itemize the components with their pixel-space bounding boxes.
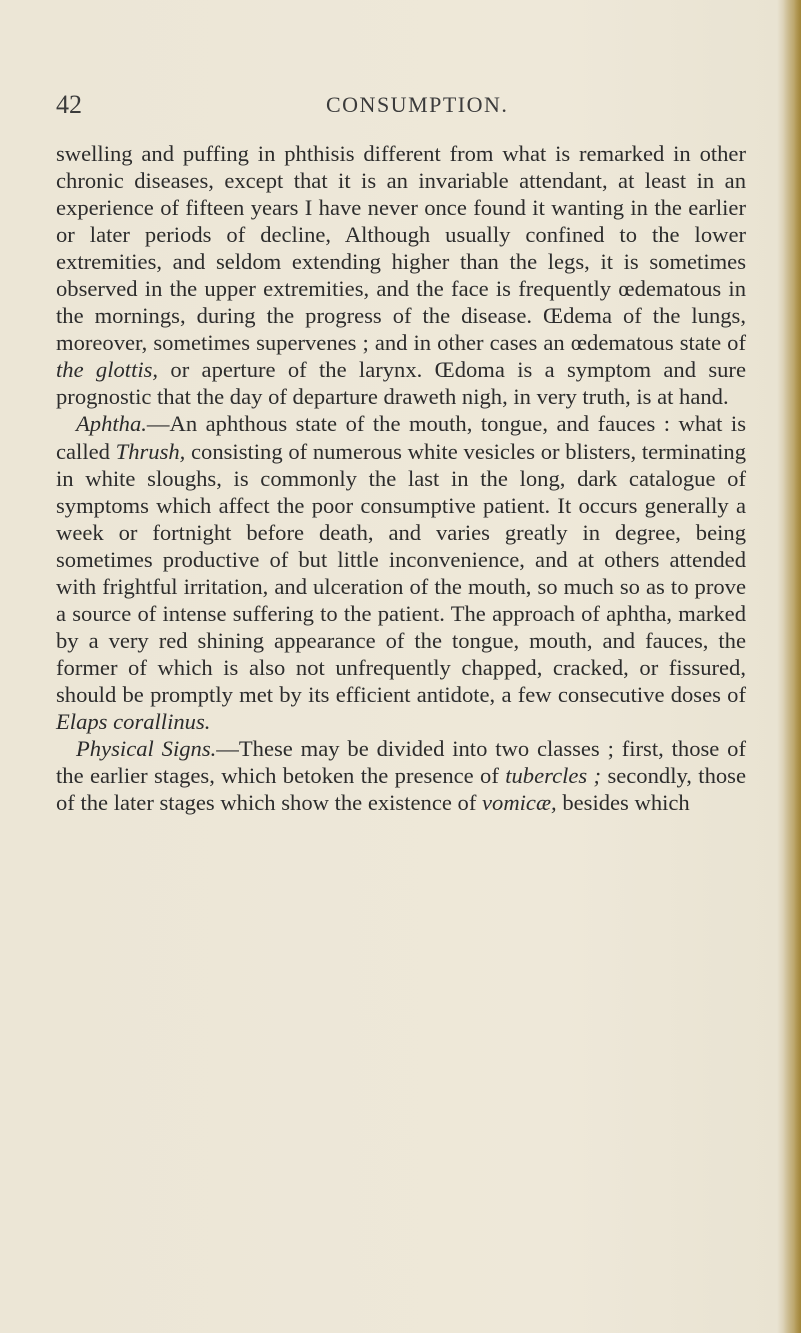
italic-term: tubercles ; [505,763,602,789]
running-title: CONSUMPTION. [326,92,509,117]
italic-term: Thrush, [115,438,186,464]
section-lead: Physical Signs. [76,736,217,762]
paragraph-text: consisting of numerous white vesicles or blisters, terminating in white sloughs, is commonly the last in the long, dark catalogue of symptoms which affect the poor consumptive patient. It occurs generally a week or fortnight before death, and varies greatly in degree, being sometimes productive of but little inconvenience, and at others attended with frightful irritation, and ulceration of the mouth, so much so as to prove a source of intense suffering to the patient. The approach of aphtha, marked by a very red shining appearance of the tongue, mouth, and fauces, the former of which is also not unfrequently chapped, cracked, or fissured, should be promptly met by its efficient antidote, a few consecutive doses of [56,438,746,707]
paragraph-text: swelling and puffing in phthisis different from what is remarked in other chronic diseases, except that it is an invariable attendant, at least in an experience of fifteen years I have never once found it wanting in the earlier or later periods of decline, Although usually confined to the lower extremities, and seldom extending higher than the legs, it is sometimes observed in the upper extremities, and the face is frequently œdematous in the mornings, during the progress of the disease. Œdema of the lungs, moreover, sometimes supervenes ; and in other cases an œdematous state of [56,141,746,356]
paragraph-text: —These may be divided into two classes ; first, those of the earlier stages, which betoken the presence of [56,736,746,789]
body-text [56,140,746,816]
paragraph-text: or aperture of the larynx. Œdoma is a symptom and sure prognostic that the day of departure draweth nigh, in very truth, is at hand. [56,357,746,410]
paragraph-physical-signs [56,735,746,816]
section-lead: Aphtha. [76,411,147,437]
italic-term: Elaps corallinus. [56,708,211,734]
running-head [56,90,736,130]
paragraph-aphtha [56,410,746,735]
italic-term: the glottis, [56,357,159,383]
italic-term: vomicæ, [482,790,557,816]
paragraph-text: —An aphthous state of the mouth, tongue, and fauces : what is called [56,411,746,464]
page-number: 42 [56,90,82,119]
paragraph-text: besides which [556,790,690,816]
paragraph-oedema [56,140,746,410]
page-edge-stain [783,0,801,1333]
paragraph-text: secondly, those of the later stages which show the existence of [56,763,747,816]
